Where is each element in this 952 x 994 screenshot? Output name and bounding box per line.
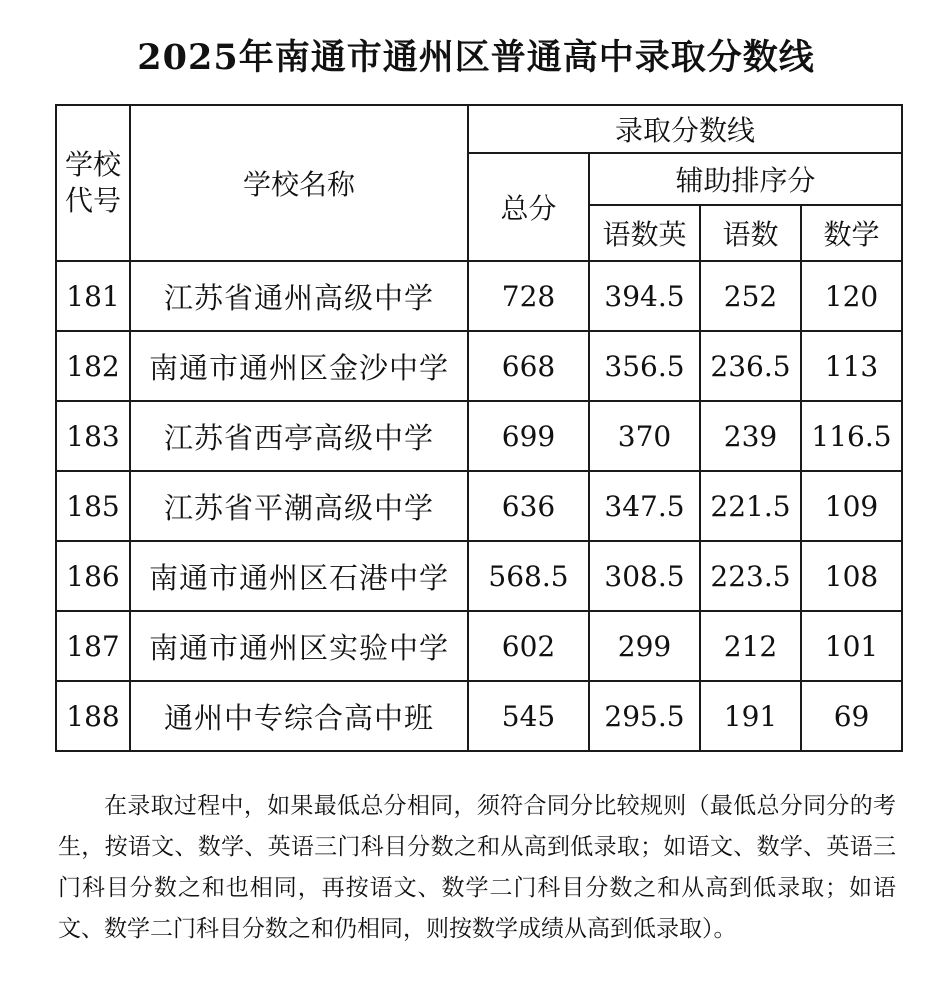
school-code-cell: 181: [56, 261, 130, 331]
math-cell: 108: [801, 541, 902, 611]
cutoff-score-table: [55, 104, 903, 752]
school-name-cell: 江苏省平潮高级中学: [130, 471, 468, 541]
math-cell: 120: [801, 261, 902, 331]
math-cell: 69: [801, 681, 902, 751]
chinese-math-english-cell: 308.5: [589, 541, 700, 611]
school-name-cell: 南通市通州区金沙中学: [130, 331, 468, 401]
school-name-cell: 南通市通州区石港中学: [130, 541, 468, 611]
school-name-cell: 江苏省通州高级中学: [130, 261, 468, 331]
tie-break-rule-note: 在录取过程中，如果最低总分相同，须符合同分比较规则（最低总分同分的考生，按语文、数学、英语三门科目分数之和从高到低录取；如语文、数学、英语三门科目分数之和也相同，再按语文、数学二门科目分数之和从高到低录取；如语文、数学二门科目分数之和仍相同，则按数学成绩从高到低录取）。: [58, 793, 896, 942]
chinese-math-english-cell: 356.5: [589, 331, 700, 401]
chinese-math-cell: 191: [700, 681, 801, 751]
chinese-math-cell: 252: [700, 261, 801, 331]
header-cutoff-score: 录取分数线: [468, 105, 902, 153]
table-row: [56, 681, 902, 751]
chinese-math-cell: 223.5: [700, 541, 801, 611]
header-school-name: 学校名称: [130, 105, 468, 261]
table-row: [56, 541, 902, 611]
math-cell: 116.5: [801, 401, 902, 471]
table-row: [56, 331, 902, 401]
school-code-cell: 183: [56, 401, 130, 471]
total-score-cell: 699: [468, 401, 589, 471]
school-code-cell: 182: [56, 331, 130, 401]
school-code-cell: 186: [56, 541, 130, 611]
header-school-code: 学校代号: [56, 105, 130, 261]
total-score-cell: 728: [468, 261, 589, 331]
chinese-math-cell: 212: [700, 611, 801, 681]
school-code-cell: 187: [56, 611, 130, 681]
school-code-cell: 188: [56, 681, 130, 751]
chinese-math-cell: 236.5: [700, 331, 801, 401]
chinese-math-cell: 221.5: [700, 471, 801, 541]
total-score-cell: 545: [468, 681, 589, 751]
table-row: [56, 401, 902, 471]
page-title: 2025年南通市通州区普通高中录取分数线: [137, 37, 815, 78]
header-total-score: 总分: [468, 153, 589, 261]
math-cell: 101: [801, 611, 902, 681]
math-cell: 113: [801, 331, 902, 401]
total-score-cell: 602: [468, 611, 589, 681]
chinese-math-english-cell: 347.5: [589, 471, 700, 541]
total-score-cell: 568.5: [468, 541, 589, 611]
table-row: [56, 261, 902, 331]
math-cell: 109: [801, 471, 902, 541]
chinese-math-english-cell: 394.5: [589, 261, 700, 331]
table-row: [56, 471, 902, 541]
table-row: [56, 611, 902, 681]
school-code-cell: 185: [56, 471, 130, 541]
school-name-cell: 通州中专综合高中班: [130, 681, 468, 751]
header-chinese-math: 语数: [700, 205, 801, 261]
chinese-math-cell: 239: [700, 401, 801, 471]
total-score-cell: 668: [468, 331, 589, 401]
chinese-math-english-cell: 370: [589, 401, 700, 471]
header-auxiliary-score: 辅助排序分: [589, 153, 902, 205]
school-name-cell: 南通市通州区实验中学: [130, 611, 468, 681]
header-chinese-math-english: 语数英: [589, 205, 700, 261]
chinese-math-english-cell: 295.5: [589, 681, 700, 751]
total-score-cell: 636: [468, 471, 589, 541]
school-name-cell: 江苏省西亭高级中学: [130, 401, 468, 471]
header-math: 数学: [801, 205, 902, 261]
chinese-math-english-cell: 299: [589, 611, 700, 681]
